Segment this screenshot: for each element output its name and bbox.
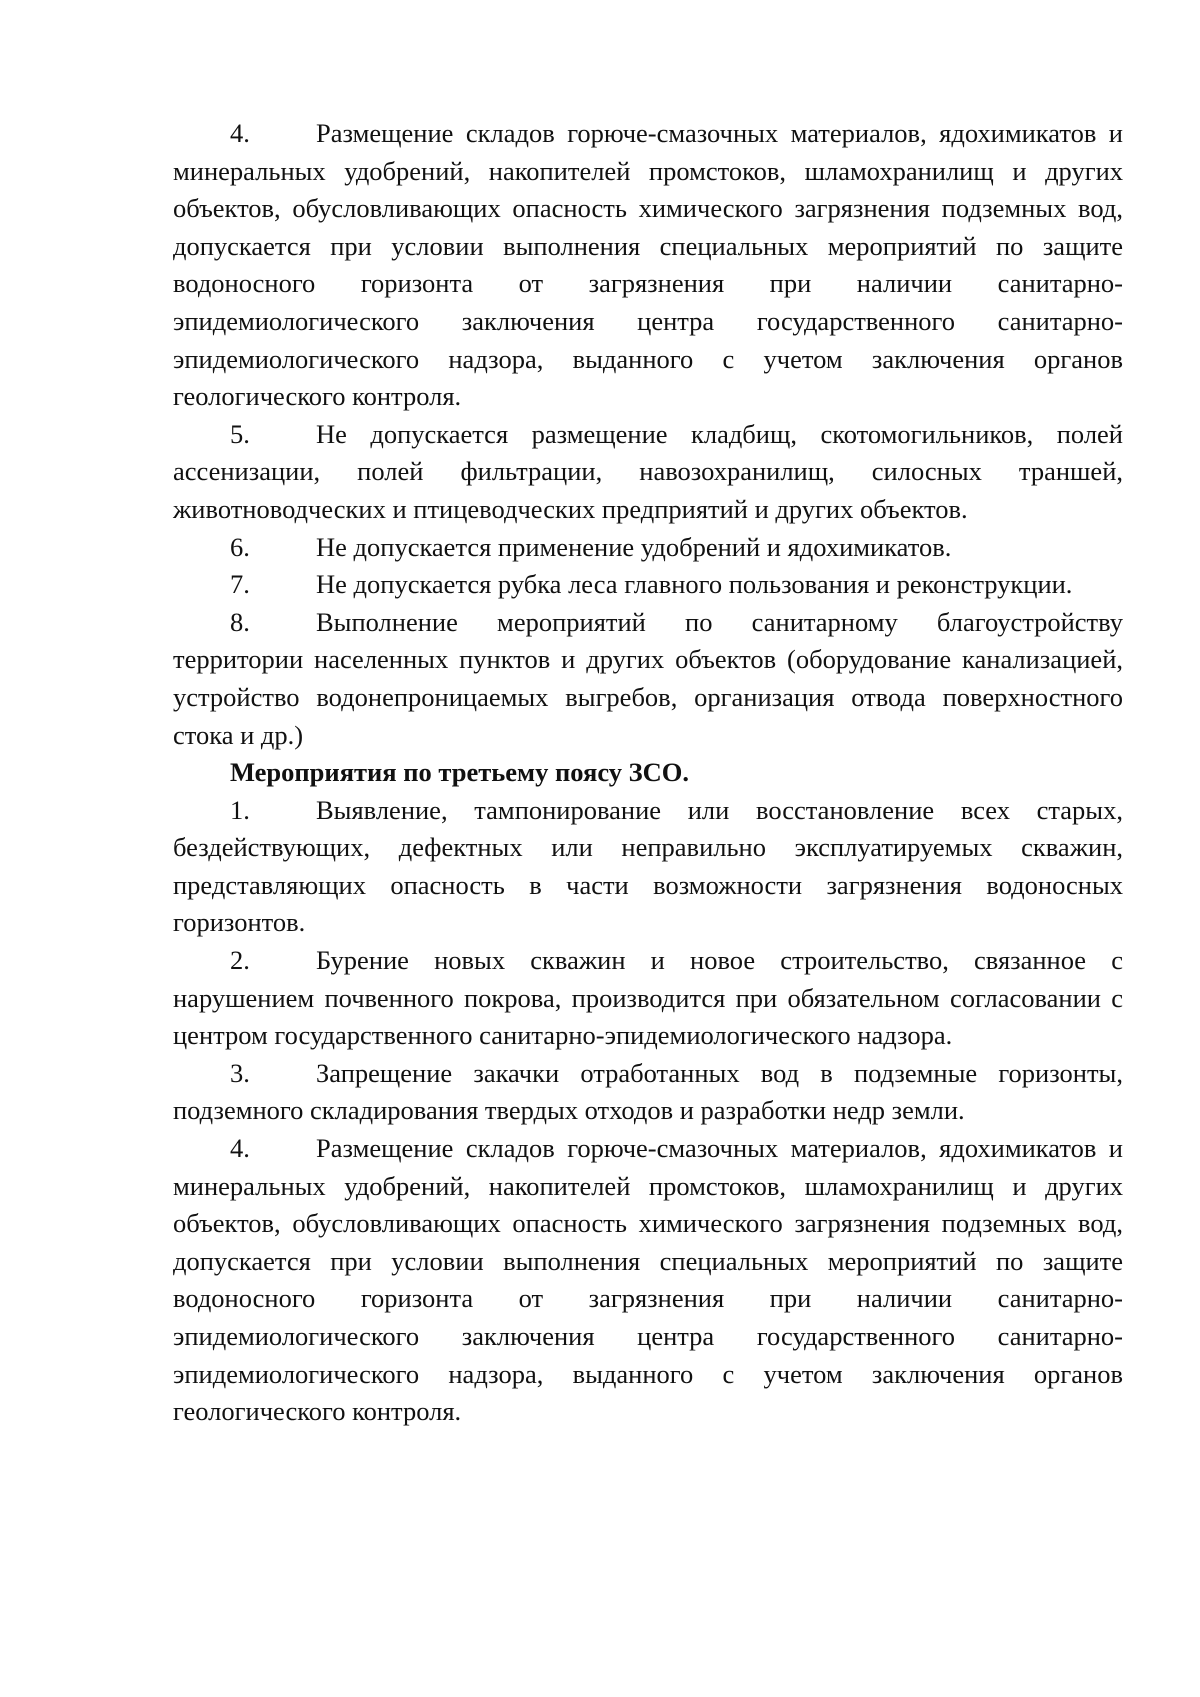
item-number: 7. (230, 569, 250, 600)
list-item (173, 1055, 1123, 1130)
item-text: Размещение складов горюче-смазочных материалов, ядохимикатов и минеральных удобрений, накопителей промстоков, шламохранилищ и других объектов, обусловливающих опасность химического загрязнения подземных вод, допускается при условии выполнения специальных мероприятий по защите водоносного горизонта от загрязнения при наличии санитарно-эпидемиологического заключения центра государственного санитарно-эпидемиологического надзора, выданного с учетом заключения органов геологического контроля. (173, 1133, 1123, 1427)
list-item (173, 1130, 1123, 1431)
list-item (173, 529, 1123, 567)
item-text: Не допускается применение удобрений и ядохимикатов. (316, 531, 952, 562)
item-text: Бурение новых скважин и новое строительство, связанное с нарушением почвенного покрова, производится при обязательном согласовании с центром государственного санитарно-эпидемиологического надзора. (173, 945, 1123, 1051)
list-item (173, 942, 1123, 1055)
item-text: Не допускается рубка леса главного пользования и реконструкции. (316, 569, 1073, 600)
document-page (173, 115, 1123, 1431)
item-number: 6. (230, 531, 250, 562)
item-text: Размещение складов горюче-смазочных материалов, ядохимикатов и минеральных удобрений, накопителей промстоков, шламохранилищ и других объектов, обусловливающих опасность химического загрязнения подземных вод, допускается при условии выполнения специальных мероприятий по защите водоносного горизонта от загрязнения при наличии санитарно-эпидемиологического заключения центра государственного санитарно-эпидемиологического надзора, выданного с учетом заключения органов геологического контроля. (173, 118, 1123, 412)
item-text: Запрещение закачки отработанных вод в подземные горизонты, подземного складирования твердых отходов и разработки недр земли. (173, 1057, 1123, 1126)
item-text: Не допускается размещение кладбищ, скотомогильников, полей ассенизации, полей фильтрации, навозохранилищ, силосных траншей, животноводческих и птицеводческих предприятий и других объектов. (173, 418, 1123, 524)
item-number: 8. (230, 606, 250, 637)
item-number: 1. (230, 794, 250, 825)
item-text: Выявление, тампонирование или восстановление всех старых, бездействующих, дефектных или неправильно эксплуатируемых скважин, представляющих опасность в части возможности загрязнения водоносных горизонтов. (173, 794, 1123, 938)
item-number: 4. (230, 1133, 250, 1164)
list-item (173, 792, 1123, 942)
item-text: Выполнение мероприятий по санитарному благоустройству территории населенных пунктов и других объектов (оборудование канализацией, устройство водонепроницаемых выгребов, организация отвода поверхностного стока и др.) (173, 606, 1123, 750)
list-item (173, 566, 1123, 604)
item-number: 3. (230, 1057, 250, 1088)
list-item (173, 416, 1123, 529)
section-heading: Мероприятия по третьему поясу ЗСО. (230, 757, 689, 788)
list-item (173, 604, 1123, 754)
item-number: 5. (230, 418, 250, 449)
list-item (173, 115, 1123, 416)
item-number: 4. (230, 118, 250, 148)
item-number: 2. (230, 945, 250, 976)
